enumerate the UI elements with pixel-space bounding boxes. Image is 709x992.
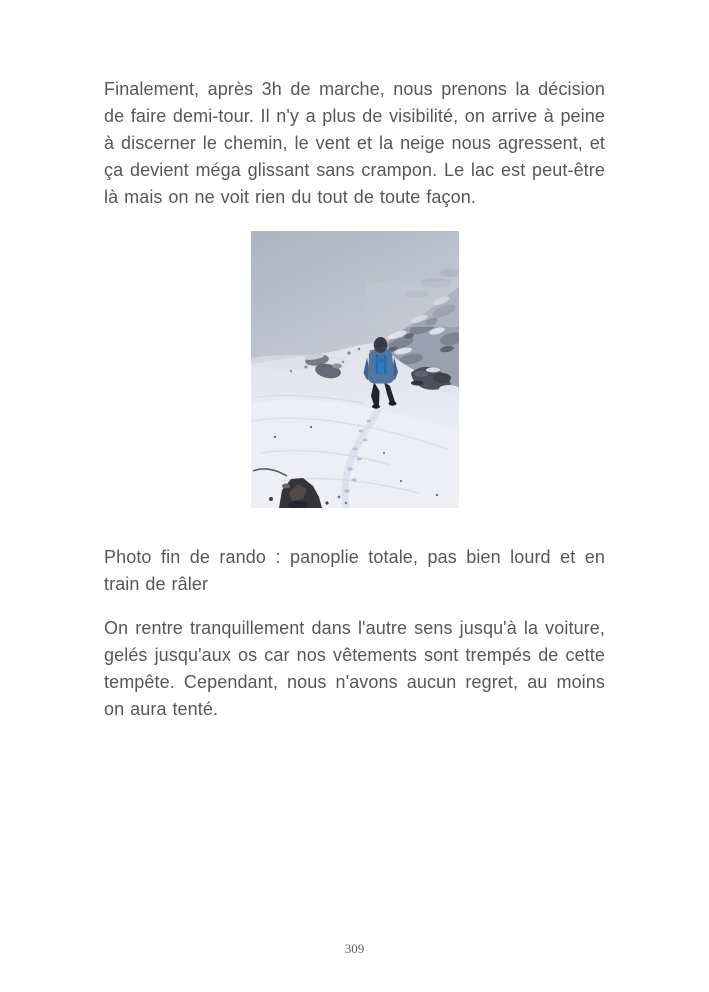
paragraph-2: On rentre tranquillement dans l'autre sens jusqu'à la voiture, gelés jusqu'aux os car nos vêtements sont trempés de cette tempête. Cependant, nous n'avons aucun regret, au moins on aura tenté. [104,618,605,719]
trip-photo-figure [251,231,459,508]
photo-caption: Photo fin de rando : panoplie totale, pas bien lourd et en train de râler [104,547,605,594]
snow-hike-photo [251,231,459,508]
paragraph-1: Finalement, après 3h de marche, nous prenons la décision de faire demi-tour. Il n'y a plus de visibilité, on arrive à peine à discerner le chemin, le vent et la neige nous agressent, et ça devient méga glissant sans crampon. Le lac est peut-être là mais on ne voit rien du tout de toute façon. [104,79,605,207]
page-number: 309 [344,941,365,956]
